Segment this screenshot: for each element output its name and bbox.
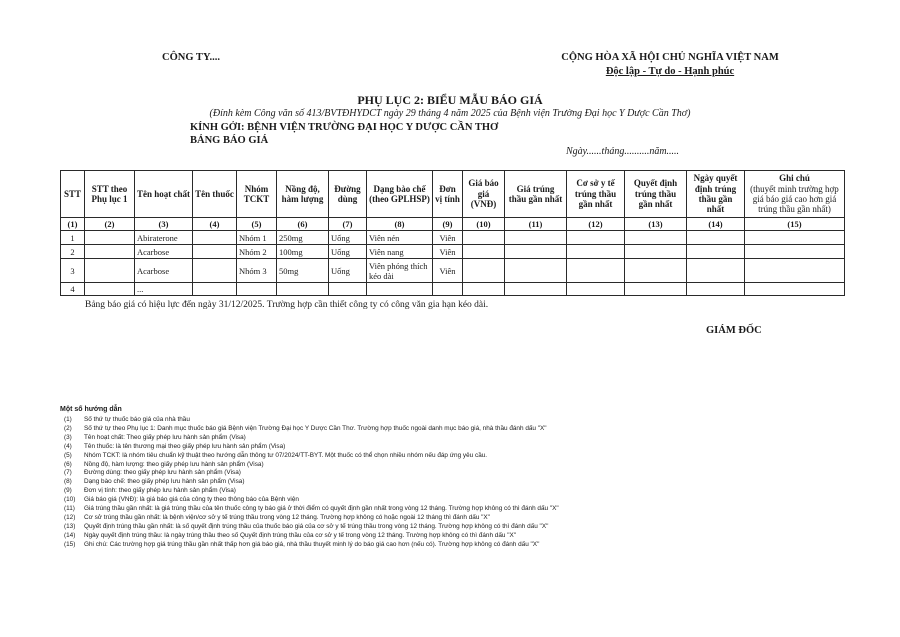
row-decision [625,245,687,259]
row-group [237,283,277,296]
guide-item-text: Dạng bào chế: theo giấy phép lưu hành sản phẩm (Visa) [84,478,245,486]
column-number: (3) [135,218,193,231]
row-strength: 100mg [277,245,329,259]
row-decision [625,259,687,283]
row-drug-name [193,259,237,283]
row-drug-name [193,283,237,296]
row-last-price [505,259,567,283]
document-title: PHỤ LỤC 2: BIỂU MẪU BÁO GIÁ [357,93,543,107]
row-drug-name [193,245,237,259]
row-stt: 4 [61,283,85,296]
row-route: Uống [329,259,367,283]
row-route: Uống [329,245,367,259]
guide-item [64,523,854,532]
row-decision [625,231,687,245]
guide-item-text: Cơ sở trúng thầu gần nhất: là bệnh viện/cơ sở y tế trúng thầu trong vòng 12 tháng. Trường hợp không có hoặc ngoài 12 tháng thì đánh dấu "X" [84,513,490,521]
guide-item-text: Nồng độ, hàm lượng: theo giấy phép lưu hành sản phẩm (Visa) [84,460,264,468]
row-route: Uống [329,231,367,245]
column-header: STT [61,171,85,218]
company-name: CÔNG TY.... [162,52,221,63]
column-number: (10) [463,218,505,231]
column-header: Dạng bào chế (theo GPLHSP) [367,171,433,218]
row-decision-date [687,259,745,283]
row-decision [625,283,687,296]
guide-item-number: (10) [64,496,76,504]
column-number: (2) [85,218,135,231]
guide-item-number: (5) [64,451,72,459]
row-stt: 3 [61,259,85,283]
guide-item-text: Số thứ tự thuốc báo giá của nhà thầu [84,416,190,423]
row-group: Nhóm 3 [237,259,277,283]
guide-item [64,541,854,550]
row-ingredient: Acarbose [135,245,193,259]
column-header: STT theo Phụ lục 1 [85,171,135,218]
guide-item-text: Nhóm TCKT: là nhóm tiêu chuẩn kỹ thuật theo hướng dẫn thông tư 07/2024/TT-BYT. Một thuốc có thể chọn nhiều nhóm nếu đáp ứng yêu cầu. [84,451,488,459]
row-ref [85,259,135,283]
row-group: Nhóm 2 [237,245,277,259]
row-drug-name [193,231,237,245]
note-header-title: Ghi chú [779,173,810,184]
row-stt: 2 [61,245,85,259]
row-last-price [505,231,567,245]
column-header-note [745,171,845,218]
column-number: (15) [745,218,845,231]
column-number: (7) [329,218,367,231]
guide-item [64,452,854,461]
column-header: Nhóm TCKT [237,171,277,218]
row-ingredient: ... [135,283,193,296]
row-unit: Viên [433,245,463,259]
column-number: (8) [367,218,433,231]
guide-item-number: (9) [64,487,72,495]
guide-item-number: (11) [64,505,75,513]
row-price [463,245,505,259]
column-header: Giá trúng thầu gần nhất [505,171,567,218]
row-facility [567,245,625,259]
column-number: (11) [505,218,567,231]
row-strength: 50mg [277,259,329,283]
row-group: Nhóm 1 [237,231,277,245]
guide-item-number: (4) [64,442,72,450]
column-number: (14) [687,218,745,231]
guide-item-number: (1) [64,416,72,423]
row-ref [85,283,135,296]
guide-item [64,443,854,452]
row-facility [567,259,625,283]
row-note [745,283,845,296]
guide-list [64,416,854,550]
guide-item [64,416,854,425]
director-signature: GIÁM ĐỐC [706,325,762,336]
row-note [745,259,845,283]
column-number-row [61,218,845,231]
table-row [61,283,845,296]
guide-item [64,532,854,541]
nation-heading: CỘNG HÒA XÃ HỘI CHỦ NGHĨA VIỆT NAM [561,52,779,63]
row-ref [85,245,135,259]
guide-item-text: Giá trúng thầu gần nhất: là giá trúng thầu của tên thuốc công ty báo giá ở thời điểm có quyết định gần nhất trong vòng 12 tháng. Trường hợp không có thì đánh dấu "X" [84,505,559,513]
row-form [367,283,433,296]
guide-item-number: (12) [64,513,76,521]
column-number: (12) [567,218,625,231]
note-header-detail: (thuyết minh trường hợp giá báo giá cao hơn giá trúng thầu gần nhất) [750,183,839,215]
table-row [61,231,845,245]
guide-title: Một số hướng dẫn [60,406,122,413]
column-header: Đường dùng [329,171,367,218]
national-motto: Độc lập - Tự do - Hạnh phúc [605,66,735,77]
row-form: Viên nang [367,245,433,259]
column-number: (1) [61,218,85,231]
guide-item-number: (2) [64,424,72,432]
column-number: (4) [193,218,237,231]
column-number: (13) [625,218,687,231]
guide-item [64,514,854,523]
table-header-row [61,171,845,218]
row-route [329,283,367,296]
guide-item-text: Tên hoạt chất: Theo giấy phép lưu hành sản phẩm (Visa) [84,433,246,441]
guide-item [64,487,854,496]
guide-item [64,478,854,487]
recipient-line: KÍNH GỞI: BỆNH VIỆN TRƯỜNG ĐẠI HỌC Y DƯỢC CẦN THƠ [190,122,499,133]
column-header: Nồng độ, hàm lượng [277,171,329,218]
guide-item [64,425,854,434]
row-strength [277,283,329,296]
guide-item-number: (13) [64,522,76,530]
guide-item [64,496,854,505]
guide-item [64,469,854,478]
row-ingredient: Acarbose [135,259,193,283]
guide-item-text: Quyết định trúng thầu gần nhất: là số quyết định trúng thầu của thuốc báo giá của cơ sở y tế trúng thầu trong vòng 12 tháng. Trường hợp không có thì đánh dấu "X" [84,522,549,530]
date-line: Ngày......tháng..........năm..... [566,146,680,157]
document-subtitle: (Đính kèm Công văn số 413/BVTĐHYDCT ngày 29 tháng 4 năm 2025 của Bệnh viện Trường Đại học Y Dược Cần Thơ) [209,108,691,119]
row-decision-date [687,283,745,296]
row-unit [433,283,463,296]
column-header: Tên hoạt chất [135,171,193,218]
row-price [463,283,505,296]
table-row [61,259,845,283]
guide-item [64,434,854,443]
guide-item-text: Đường dùng: theo giấy phép lưu hành sản phẩm (Visa) [84,469,241,477]
row-stt: 1 [61,231,85,245]
row-decision-date [687,231,745,245]
row-strength: 250mg [277,231,329,245]
row-facility [567,231,625,245]
column-header: Giá báo giá (VNĐ) [463,171,505,218]
column-number: (6) [277,218,329,231]
row-last-price [505,283,567,296]
row-note [745,245,845,259]
validity-note: Bảng báo giá có hiệu lực đến ngày 31/12/2025. Trường hợp cần thiết công ty có công văn gia hạn kéo dài. [85,300,489,310]
column-header: Ngày quyết định trúng thầu gần nhất [687,171,745,218]
row-form: Viên phóng thích kéo dài [367,259,433,283]
guide-item-number: (14) [64,531,76,539]
guide-item-text: Đơn vị tính: theo giấy phép lưu hành sản phẩm (Visa) [84,487,236,495]
row-ingredient: Abiraterone [135,231,193,245]
guide-item-text: Tên thuốc: là tên thương mại theo giấy phép lưu hành sản phẩm (Visa) [84,442,286,450]
guide-item-number: (7) [64,469,72,477]
row-unit: Viên [433,231,463,245]
table-heading: BẢNG BÁO GIÁ [190,135,269,146]
guide-item-number: (15) [64,540,76,548]
guide-item-text: Ngày quyết định trúng thầu: là ngày trúng thầu theo số Quyết định trúng thầu của cơ sở y tế trong vòng 12 tháng. Trường hợp không có thì đánh dấu "X" [84,531,517,539]
row-price [463,231,505,245]
column-header: Tên thuốc [193,171,237,218]
quotation-table [60,170,845,296]
guide-item [64,505,854,514]
row-decision-date [687,245,745,259]
guide-item-number: (3) [64,433,72,441]
column-header: Cơ sở y tế trúng thầu gần nhất [567,171,625,218]
column-number: (5) [237,218,277,231]
guide-item-number: (6) [64,460,72,468]
column-header: Quyết định trúng thầu gần nhất [625,171,687,218]
row-ref [85,231,135,245]
column-number: (9) [433,218,463,231]
row-facility [567,283,625,296]
column-header: Đơn vị tính [433,171,463,218]
table-row [61,245,845,259]
guide-item-number: (8) [64,478,72,486]
guide-item-text: Ghi chú: Các trường hợp giá trúng thầu gần nhất thấp hơn giá báo giá, nhà thầu thuyết minh lý do báo giá cao hơn (nếu có). Trường hợp không có đánh dấu "X" [84,540,540,548]
row-unit: Viên [433,259,463,283]
row-note [745,231,845,245]
row-price [463,259,505,283]
row-form: Viên nén [367,231,433,245]
row-last-price [505,245,567,259]
guide-item-text: Số thứ tự theo Phụ lục 1: Danh mục thuốc báo giá Bệnh viện Trường Đại học Y Dược Cần Thơ. Trường hợp thuốc ngoài danh mục báo giá, nhà thầu đánh dấu "X" [84,424,547,432]
guide-item-text: Giá báo giá (VNĐ): là giá báo giá của công ty theo thông báo của Bệnh viện [84,496,299,504]
